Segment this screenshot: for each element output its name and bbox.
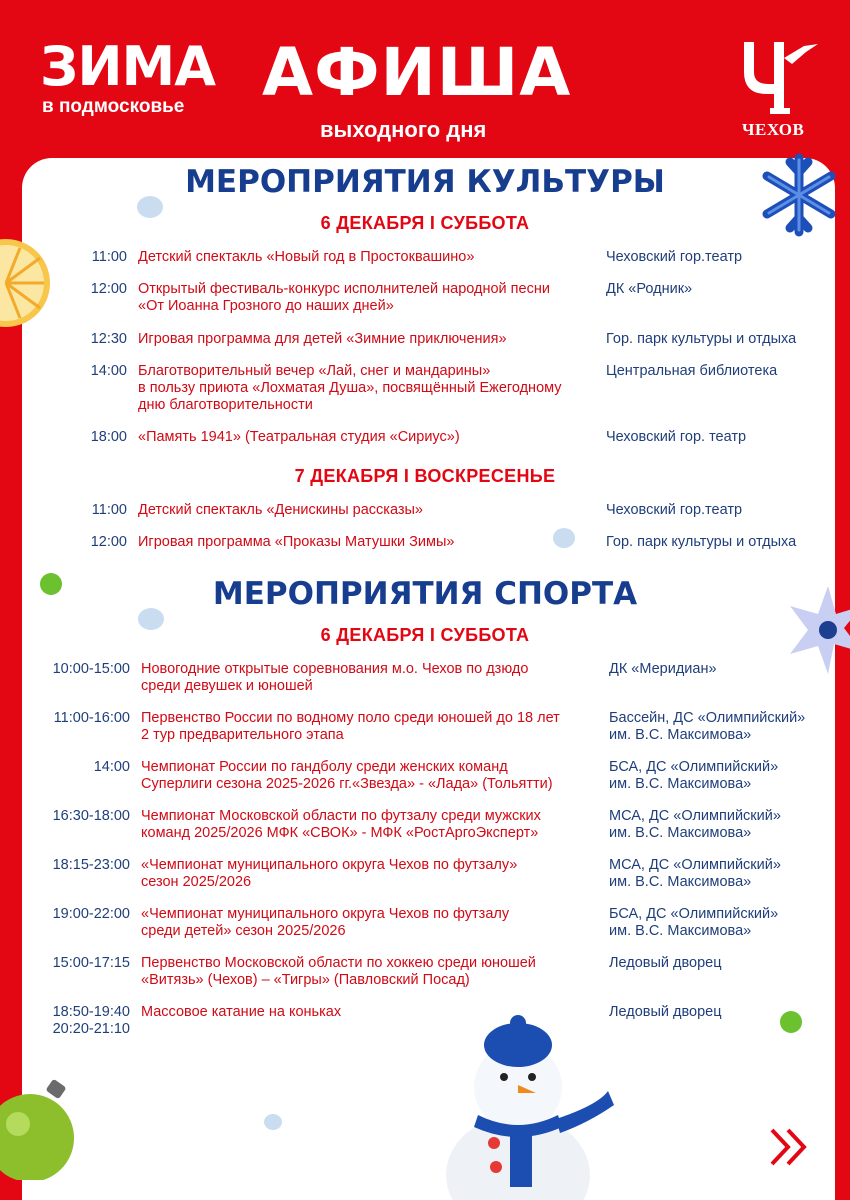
- event-venue: Гор. парк культуры и отдыха: [606, 534, 797, 550]
- event-time: 12:00: [90, 534, 127, 550]
- event-venue: Бассейн, ДС «Олимпийский» им. В.С. Максимова»: [609, 710, 806, 743]
- city-label: ЧЕХОВ: [742, 120, 805, 139]
- chekhov-logo-icon: [740, 38, 820, 118]
- event-title: «Память 1941» (Театральная студия «Сириус»): [138, 429, 460, 445]
- sport-day-label: 6 ДЕКАБРЯ I СУББОТА: [320, 625, 530, 645]
- event-title: Первенство Московской области по хоккею среди юношей «Витязь» (Чехов) – «Тигры» (Павловский Посад): [141, 955, 536, 988]
- culture-day-1-label: 6 ДЕКАБРЯ I СУББОТА: [320, 213, 530, 233]
- snowman-icon: [438, 1015, 618, 1200]
- event-time: 11:00-16:00: [53, 710, 130, 726]
- event-time: 10:00-15:00: [52, 661, 130, 677]
- event-venue: Ледовый дворец: [609, 955, 722, 971]
- event-venue: БСА, ДС «Олимпийский» им. В.С. Максимова»: [609, 759, 779, 792]
- event-venue: Ледовый дворец: [609, 1004, 722, 1020]
- event-venue: Гор. парк культуры и отдыха: [606, 331, 797, 347]
- event-time: 18:15-23:00: [52, 857, 130, 873]
- event-title: «Чемпионат муниципального округа Чехов по футзалу среди детей» сезон 2025/2026: [141, 906, 510, 939]
- event-time: 11:00: [91, 249, 127, 265]
- event-venue: ДК «Родник»: [606, 281, 693, 297]
- event-title: Детский спектакль «Денискины рассказы»: [138, 502, 424, 518]
- event-title: Новогодние открытые соревнования м.о. Чехов по дзюдо среди девушек и юношей: [141, 661, 529, 694]
- event-title: Чемпионат Московской области по футзалу среди мужских команд 2025/2026 МФК «СВОК» - МФК «РостАргоЭксперт»: [141, 808, 541, 841]
- event-venue: ДК «Меридиан»: [609, 661, 717, 677]
- double-chevron-right-icon[interactable]: [768, 1124, 814, 1170]
- event-time: 11:00: [91, 502, 127, 518]
- event-title: Открытый фестиваль-конкурс исполнителей народной песни «От Иоанна Грозного до наших дней»: [138, 281, 550, 314]
- event-time: 14:00: [93, 759, 130, 775]
- event-title: Благотворительный вечер «Лай, снег и мандарины» в пользу приюта «Лохматая Душа», посвящённый Ежегодному дню благотворительности: [138, 363, 562, 413]
- event-venue: Центральная библиотека: [606, 363, 778, 379]
- page-title: АФИША: [262, 34, 572, 111]
- culture-day-2-label: 7 ДЕКАБРЯ I ВОСКРЕСЕНЬЕ: [294, 466, 556, 486]
- sport-section-title: МЕРОПРИЯТИЯ СПОРТА: [212, 576, 638, 612]
- event-title: «Чемпионат муниципального округа Чехов по футзалу» сезон 2025/2026: [141, 857, 518, 890]
- event-venue: Чеховский гор. театр: [606, 429, 747, 445]
- event-time: 14:00: [90, 363, 127, 379]
- event-title: Игровая программа для детей «Зимние приключения»: [138, 331, 507, 347]
- event-time: 12:00: [90, 281, 127, 297]
- event-venue: Чеховский гор.театр: [606, 249, 743, 265]
- page-subtitle: выходного дня: [320, 117, 487, 142]
- event-time: 18:00: [90, 429, 127, 445]
- event-venue: Чеховский гор.театр: [606, 502, 743, 518]
- event-title: Детский спектакль «Новый год в Простоквашино»: [138, 249, 475, 265]
- event-time: 19:00-22:00: [52, 906, 130, 922]
- event-venue: БСА, ДС «Олимпийский» им. В.С. Максимова»: [609, 906, 779, 939]
- snow-dot: [264, 1114, 282, 1130]
- event-title: Чемпионат России по гандболу среди женских команд Суперлиги сезона 2025-2026 гг.«Звезда» - «Лада» (Тольятти): [141, 759, 553, 792]
- event-time: 18:50-19:40 20:20-21:10: [52, 1004, 130, 1037]
- event-venue: МСА, ДС «Олимпийский» им. В.С. Максимова»: [609, 857, 781, 890]
- event-time: 15:00-17:15: [52, 955, 130, 971]
- christmas-ball-icon: [0, 1070, 82, 1180]
- culture-section-title: МЕРОПРИЯТИЯ КУЛЬТУРЫ: [185, 164, 665, 200]
- event-venue: МСА, ДС «Олимпийский» им. В.С. Максимова»: [609, 808, 781, 841]
- brand-sub: в подмосковье: [42, 96, 185, 117]
- event-time: 12:30: [90, 331, 127, 347]
- event-title: Массовое катание на коньках: [141, 1004, 342, 1020]
- event-time: 16:30-18:00: [52, 808, 130, 824]
- brand-main: ЗИМА: [40, 35, 216, 98]
- event-title: Игровая программа «Проказы Матушки Зимы»: [138, 534, 455, 550]
- event-title: Первенство России по водному поло среди юношей до 18 лет 2 тур предварительного этапа: [141, 710, 560, 743]
